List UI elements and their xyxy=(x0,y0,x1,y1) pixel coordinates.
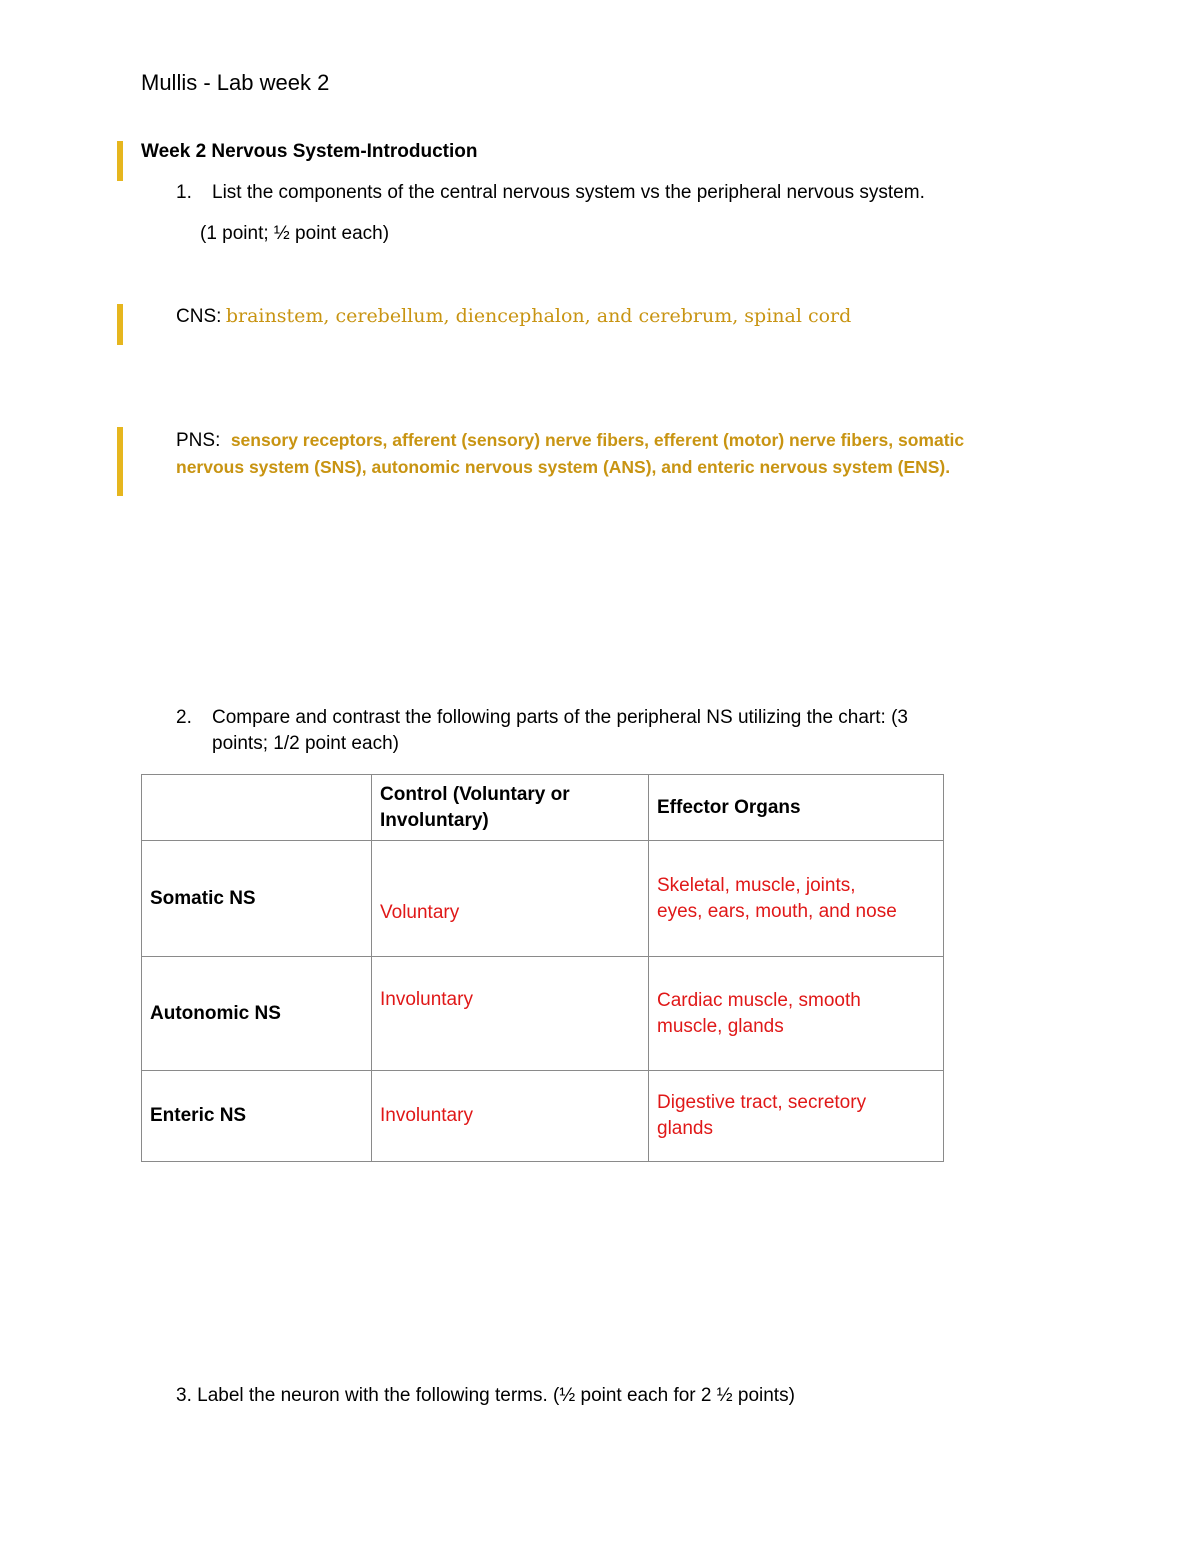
table-row xyxy=(142,841,944,957)
question-3: 3. Label the neuron with the following terms. (½ point each for 2 ½ points) xyxy=(176,1385,795,1406)
section-heading: Week 2 Nervous System-Introduction xyxy=(141,141,478,162)
header-control-line-1: Control (Voluntary or xyxy=(380,783,570,805)
table-row xyxy=(142,957,944,1071)
question-text: Compare and contrast the following parts of the peripheral NS utilizing the chart: (3 xyxy=(212,707,908,728)
effector-line-1: Cardiac muscle, smooth xyxy=(657,989,861,1011)
control-value: Involuntary xyxy=(372,957,649,1071)
question-1-points: (1 point; ½ point each) xyxy=(200,223,390,244)
table-header-row xyxy=(142,775,944,841)
effector-line-1: Digestive tract, secretory xyxy=(657,1092,867,1113)
header-control-line-2: Involuntary) xyxy=(380,809,489,831)
table-header-control xyxy=(372,775,649,841)
effector-value xyxy=(649,841,944,957)
table-header-blank xyxy=(142,775,372,841)
question-2-continued: points; 1/2 point each) xyxy=(212,733,399,754)
change-bar xyxy=(117,304,123,345)
table-row xyxy=(142,1071,944,1162)
change-bar xyxy=(117,141,123,181)
effector-line-2: eyes, ears, mouth, and nose xyxy=(657,900,897,922)
effector-line-2: muscle, glands xyxy=(657,1015,784,1037)
question-2 xyxy=(176,707,908,729)
effector-value xyxy=(649,957,944,1071)
table-header-effector: Effector Organs xyxy=(649,775,944,841)
pns-label: PNS: xyxy=(176,430,221,451)
cns-answer-line xyxy=(176,305,851,328)
row-name: Somatic NS xyxy=(142,841,372,957)
pns-comparison-table xyxy=(141,774,944,1162)
question-1 xyxy=(176,182,925,204)
pns-answer-line-1: sensory receptors, afferent (sensory) nerve fibers, efferent (motor) nerve fibers, somatic xyxy=(230,430,965,450)
document-title: Mullis - Lab week 2 xyxy=(141,70,330,95)
question-number: 2. xyxy=(176,707,192,728)
effector-line-1: Skeletal, muscle, joints, xyxy=(657,874,856,896)
change-bar xyxy=(117,427,123,496)
pns-answer-line xyxy=(176,430,964,452)
pns-answer-line-2: nervous system (SNS), autonomic nervous system (ANS), and enteric nervous system (ENS). xyxy=(176,457,951,477)
question-text: List the components of the central nervous system vs the peripheral nervous system. xyxy=(212,182,925,203)
cns-answer: brainstem, cerebellum, diencephalon, and cerebrum, spinal cord xyxy=(225,305,852,327)
effector-value xyxy=(649,1071,944,1162)
control-value: Voluntary xyxy=(372,841,649,957)
cns-label: CNS: xyxy=(176,306,222,327)
control-value: Involuntary xyxy=(372,1071,649,1162)
row-name: Autonomic NS xyxy=(142,957,372,1071)
row-name: Enteric NS xyxy=(142,1071,372,1162)
question-number: 1. xyxy=(176,182,192,203)
effector-line-2: glands xyxy=(657,1118,713,1139)
